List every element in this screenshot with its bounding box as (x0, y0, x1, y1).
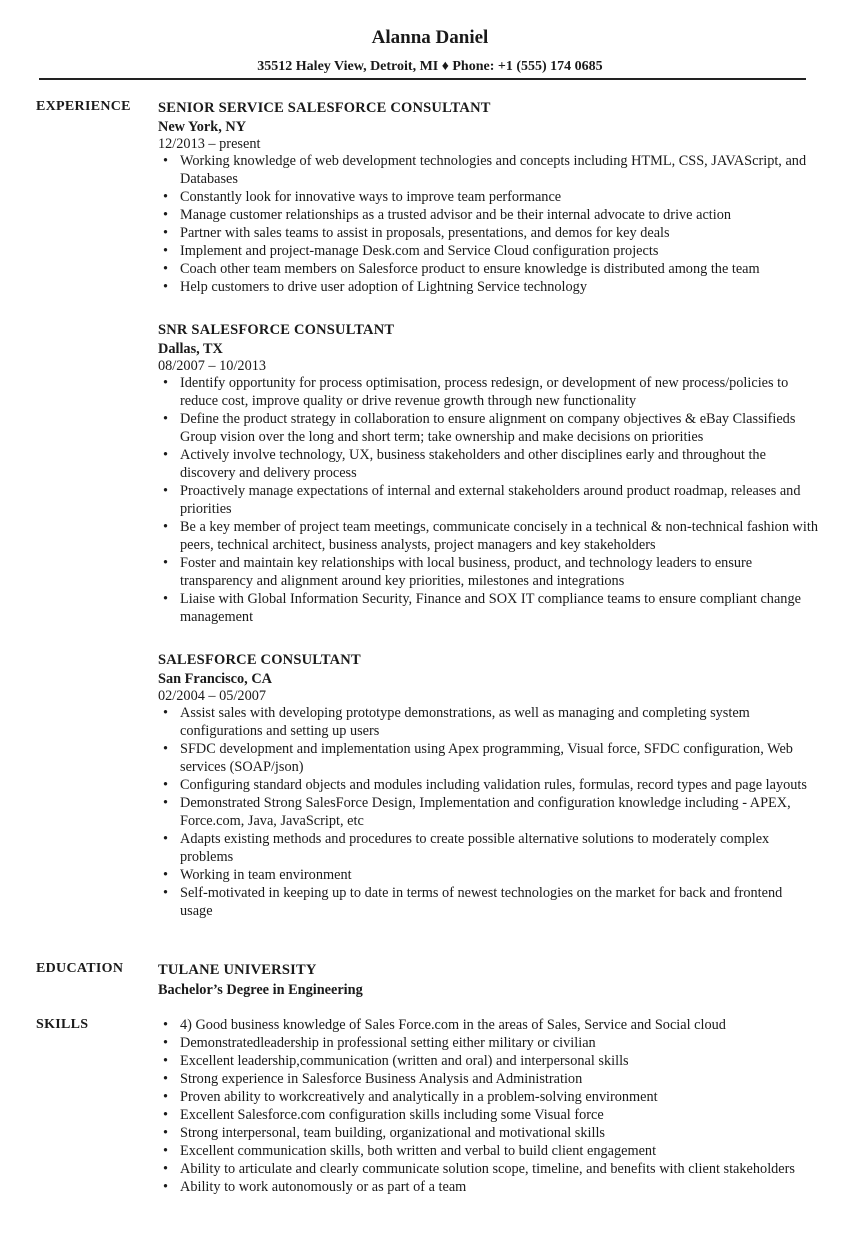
job-bullet: • Partner with sales teams to assist in proposals, presentations, and demos for key deals (158, 224, 818, 242)
skill-item: • Ability to work autonomously or as part of a team (158, 1178, 818, 1196)
degree: Bachelor’s Degree in Engineering (158, 982, 363, 998)
skills-list-wrapper (158, 1016, 818, 1196)
job-entry (158, 320, 818, 626)
skill-item: • Excellent communication skills, both written and verbal to build client engagement (158, 1142, 818, 1160)
experience-list (158, 98, 818, 944)
job-title: SENIOR SERVICE SALESFORCE CONSULTANT (158, 100, 491, 116)
skills-heading: SKILLS (36, 1017, 89, 1032)
education-heading: EDUCATION (36, 961, 124, 976)
skill-item: • Excellent leadership,communication (written and oral) and interpersonal skills (158, 1052, 818, 1070)
job-bullet: • Constantly look for innovative ways to improve team performance (158, 188, 818, 206)
job-dates: 12/2013 – present (158, 136, 261, 152)
job-bullet: • Self-motivated in keeping up to date in terms of newest technologies on the market for back and frontend usage (158, 884, 818, 920)
job-bullets (158, 152, 818, 296)
job-title: SNR SALESFORCE CONSULTANT (158, 322, 395, 338)
job-location: New York, NY (158, 119, 247, 135)
job-bullet: • Working in team environment (158, 866, 818, 884)
job-bullet: • Be a key member of project team meetings, communicate concisely in a technical & non-technical fashion with peers, technical architect, business analysts, project managers and key stakeholders (158, 518, 818, 554)
job-dates: 02/2004 – 05/2007 (158, 688, 267, 704)
job-bullet: • SFDC development and implementation using Apex programming, Visual force, SFDC configuration, Web services (SOAP/json) (158, 740, 818, 776)
job-bullet: • Identify opportunity for process optimisation, process redesign, or development of new process/policies to reduce cost, improve quality or drive revenue growth through new functionality (158, 374, 818, 410)
job-bullet: • Proactively manage expectations of internal and external stakeholders around product roadmap, releases and priorities (158, 482, 818, 518)
experience-heading: EXPERIENCE (36, 99, 131, 114)
job-bullet: • Manage customer relationships as a trusted advisor and be their internal advocate to drive action (158, 206, 818, 224)
job-bullet: • Help customers to drive user adoption of Lightning Service technology (158, 278, 818, 296)
job-bullet: • Adapts existing methods and procedures to create possible alternative solutions to moderately complex problems (158, 830, 818, 866)
education-entry (158, 960, 818, 1000)
job-bullet: • Liaise with Global Information Security, Finance and SOX IT compliance teams to ensure compliant change management (158, 590, 818, 626)
candidate-name: Alanna Daniel (371, 27, 489, 48)
job-bullet: • Assist sales with developing prototype demonstrations, as well as managing and completing system configurations and setting up users (158, 704, 818, 740)
job-bullets (158, 374, 818, 626)
skill-item: • Ability to articulate and clearly communicate solution scope, timeline, and benefits with client stakeholders (158, 1160, 818, 1178)
job-location: Dallas, TX (158, 341, 223, 357)
skill-item: • Proven ability to workcreatively and analytically in a problem-solving environment (158, 1088, 818, 1106)
skill-item: • Demonstratedleadership in professional setting either military or civilian (158, 1034, 818, 1052)
skill-item: • Excellent Salesforce.com configuration skills including some Visual force (158, 1106, 818, 1124)
job-entry (158, 98, 818, 296)
job-bullet: • Foster and maintain key relationships with local business, product, and technology leaders to ensure transparency and alignment around key priorities, milestones and integrations (158, 554, 818, 590)
job-bullet: • Actively involve technology, UX, business stakeholders and other disciplines early and throughout the discovery and delivery process (158, 446, 818, 482)
job-bullet: • Implement and project-manage Desk.com and Service Cloud configuration projects (158, 242, 818, 260)
skill-item: • Strong experience in Salesforce Business Analysis and Administration (158, 1070, 818, 1088)
skills-list (158, 1016, 818, 1196)
job-bullet: • Demonstrated Strong SalesForce Design, Implementation and configuration knowledge including - APEX, Force.com, Java, JavaScript, etc (158, 794, 818, 830)
job-title: SALESFORCE CONSULTANT (158, 652, 361, 668)
job-location: San Francisco, CA (158, 671, 272, 687)
header-divider (39, 78, 806, 80)
contact-line: 35512 Haley View, Detroit, MI ♦ Phone: +1 (555) 174 0685 (257, 59, 603, 74)
job-bullet: • Working knowledge of web development technologies and concepts including HTML, CSS, JAVAScript, and Databases (158, 152, 818, 188)
job-bullets (158, 704, 818, 920)
job-dates: 08/2007 – 10/2013 (158, 358, 267, 374)
school-name: TULANE UNIVERSITY (158, 962, 317, 978)
resume-header (0, 0, 860, 76)
job-entry (158, 650, 818, 920)
job-bullet: • Configuring standard objects and modules including validation rules, formulas, record types and page layouts (158, 776, 818, 794)
skill-item: • 4) Good business knowledge of Sales Force.com in the areas of Sales, Service and Social cloud (158, 1016, 818, 1034)
job-bullet: • Coach other team members on Salesforce product to ensure knowledge is distributed among the team (158, 260, 818, 278)
job-bullet: • Define the product strategy in collaboration to ensure alignment on company objectives & eBay Classifieds Group vision over the long and short term; take ownership and make decisions on priorities (158, 410, 818, 446)
skill-item: • Strong interpersonal, team building, organizational and motivational skills (158, 1124, 818, 1142)
